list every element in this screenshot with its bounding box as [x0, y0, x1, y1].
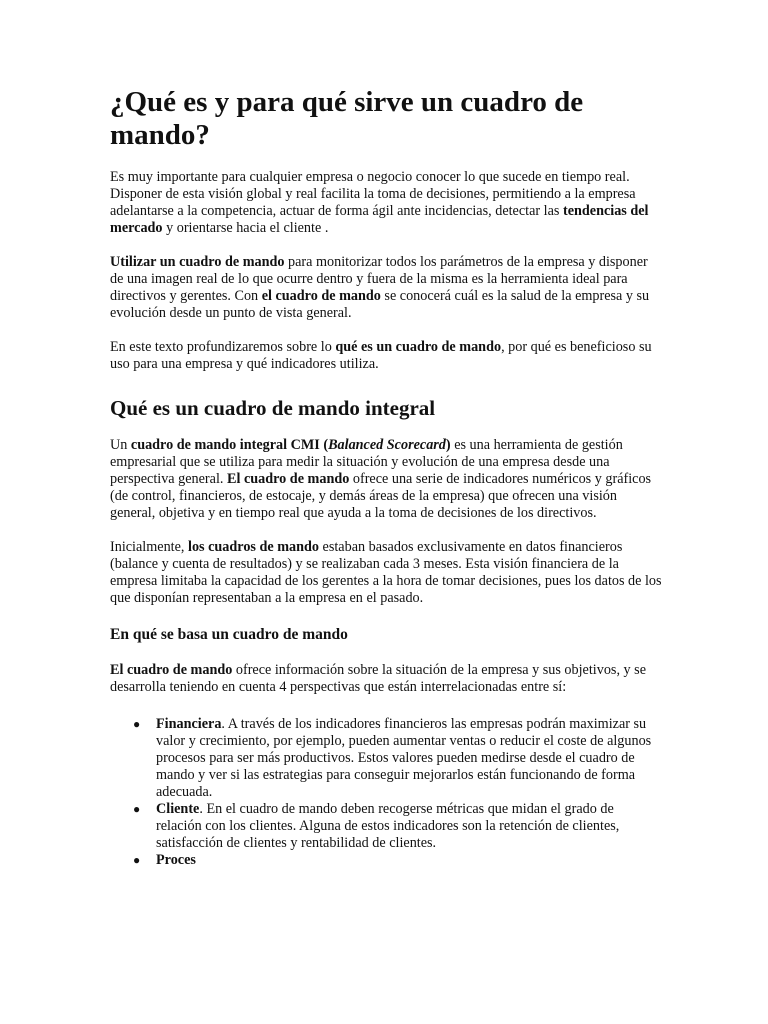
intro-p1-text: Es muy importante para cualquier empresa o negocio conocer lo que sucede en tiempo real. Disponer de esta visión global y real facilita la toma de decisiones, permitiendo a la empresa adelantarse a la competencia, actuar de forma ágil ante incidencias, detectar las — [110, 169, 636, 219]
list-item-cliente — [133, 801, 662, 852]
section1-paragraph-2 — [110, 539, 662, 607]
page-title: ¿Qué es y para qué sirve un cuadro de mando? — [110, 86, 584, 151]
list-item-text: . A través de los indicadores financieros las empresas podrán maximizar su valor y crecimiento, por ejemplo, pueden aumentar ventas o reducir el coste de algunos procesos para ser más productivos. Estos valores pueden medirse desde el cuadro de mando y ver si las estrategias para conseguir mejorarlos están funcionando de forma adecuada. — [156, 716, 652, 800]
intro-p2-text: para monitorizar todos los parámetros de la empresa y disponer de una imagen real de lo que ocurre dentro y fuera de la misma es la herramienta ideal para directivos y gerentes. Con — [110, 254, 648, 304]
list-item-title: Proces — [156, 852, 196, 868]
s1-p1-bold-3: El cuadro de mando — [227, 471, 350, 487]
section2-paragraph-1 — [110, 662, 662, 696]
s2-p1-text: ofrece información sobre la situación de la empresa y sus objetivos, y se desarrolla teniendo en cuenta 4 perspectivas que están interrelacionadas entre sí: — [110, 662, 647, 695]
intro-paragraph-3 — [110, 339, 662, 373]
intro-p3-text-end: , por qué es beneficioso su uso para una empresa y qué indicadores utiliza. — [110, 339, 652, 372]
s2-p1-bold: El cuadro de mando — [110, 662, 233, 678]
s1-p1-bold-close: ) — [445, 437, 451, 453]
intro-p1-text-end: y orientarse hacia el cliente . — [162, 220, 329, 236]
list-item-financiera — [133, 716, 662, 801]
section-heading-basis: En qué se basa un cuadro de mando — [110, 626, 348, 643]
s1-p1-bold: cuadro de mando integral CMI ( — [130, 437, 329, 453]
section1-paragraph-1 — [110, 437, 662, 522]
s1-p1-text-3: ofrece una serie de indicadores numéricos y gráficos (de control, financieros, de estocaje, y demás áreas de la empresa) que ofrecen una visión general, objetiva y en tiempo real que ayuda a la toma de decisiones de los directivos. — [110, 471, 652, 521]
s1-p2-text-2: estaban basados exclusivamente en datos financieros (balance y cuenta de resultados) y se realizaban cada 3 meses. Esta visión financiera de la empresa limitaba la capacidad de los gerentes a la hora de tomar decisiones, pues los datos de los que disponían representaban a la empresa en el pasado. — [110, 539, 662, 606]
bullet-icon: ● — [133, 717, 141, 731]
bullet-icon: ● — [133, 853, 141, 867]
s1-p1-text: Un — [110, 437, 131, 453]
intro-p3-bold: qué es un cuadro de mando — [335, 339, 502, 355]
bullet-icon: ● — [133, 802, 141, 816]
s1-p2-bold: los cuadros de mando — [188, 539, 319, 555]
document-page — [110, 86, 662, 869]
perspectives-list — [110, 716, 662, 869]
s1-p1-text-2: es una herramienta de gestión empresarial que se utiliza para medir la situación y evolución de una empresa desde una perspectiva general. — [110, 437, 623, 487]
intro-p1-bold: tendencias del mercado — [110, 203, 649, 236]
intro-p2-bold-2: el cuadro de mando — [261, 288, 381, 304]
intro-p2-text-end: se conocerá cuál es la salud de la empresa y su evolución desde un punto de vista general. — [110, 288, 650, 321]
s1-p1-bolditalic: Balanced Scorecard — [328, 437, 446, 453]
list-item-procesos — [133, 852, 662, 869]
list-item-title: Cliente — [156, 801, 200, 817]
list-item-text: . En el cuadro de mando deben recogerse métricas que midan el grado de relación con los clientes. Alguna de estos indicadores son la retención de clientes, satisfacción de clientes y rentabilidad de clientes. — [156, 801, 620, 851]
intro-p3-text: En este texto profundizaremos sobre lo — [110, 339, 336, 355]
intro-p2-bold: Utilizar un cuadro de mando — [110, 254, 285, 270]
s1-p2-text: Inicialmente, — [110, 539, 188, 555]
section-heading-cmi: Qué es un cuadro de mando integral — [110, 396, 436, 420]
intro-paragraph-2 — [110, 254, 662, 322]
list-item-title: Financiera — [156, 716, 222, 732]
intro-paragraph-1 — [110, 169, 662, 237]
